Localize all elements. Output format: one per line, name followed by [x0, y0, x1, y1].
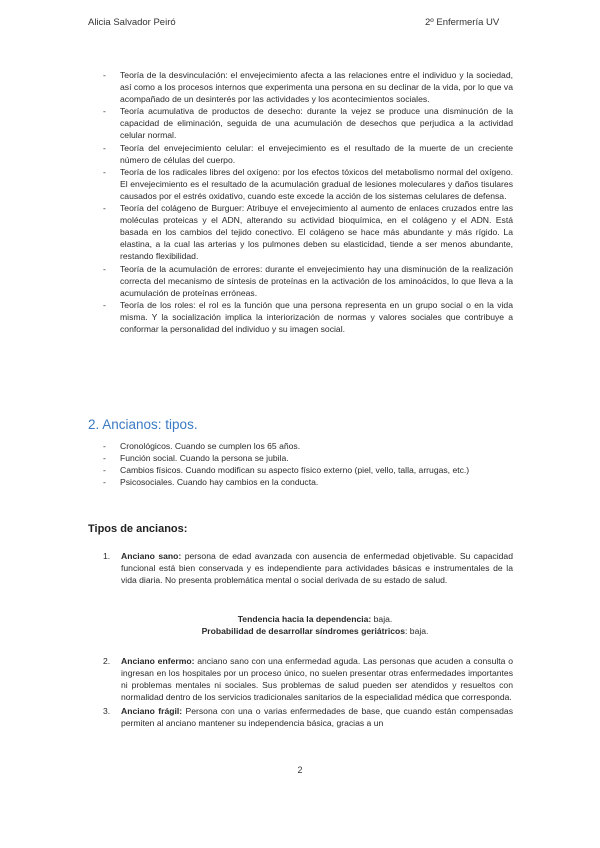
page-number: 2 — [297, 765, 303, 775]
item-text: persona de edad avanzada con ausencia de enfermedad objetivable. Su capacidad funcional está bien conservada y es independiente para actividades básicas e instrumentales de la vida diaria. No presenta problemática mental o social derivada de su estado de salud. — [121, 551, 513, 586]
item-number: 2. — [103, 656, 111, 666]
ancianos-criteria-list — [103, 440, 513, 488]
item-term: Anciano sano: — [121, 551, 182, 561]
theories-list — [103, 69, 513, 335]
list-item: - Teoría acumulativa de productos de desecho: durante la vejez se produce una disminución de la capacidad de eliminación, seguida de una acumulación de desechos que perjudica a la actividad celular normal. — [103, 105, 513, 141]
section-heading: 2. Ancianos: tipos. — [88, 417, 198, 432]
item-term: Anciano enfermo: — [121, 656, 195, 666]
header-course: 2º Enfermería UV — [425, 17, 500, 28]
tipos-list-2 — [103, 655, 513, 730]
list-item — [103, 655, 513, 703]
item-text: Persona con una o varias enfermedades de base, que cuando están compensadas permiten al anciano mantener su independencia básica, gracias a un — [121, 706, 513, 729]
list-item: - Cambios físicos. Cuando modifican su aspecto físico externo (piel, vello, talla, arrugas, etc.) — [103, 464, 513, 476]
item-term: Anciano frágil: — [121, 706, 183, 717]
item-text: anciano sano con una enfermedad aguda. Las personas que acuden a consulta o ingresan en los hospitales por un proceso único, no suelen presentar otras enfermedades importantes ni problemas mentales ni sociales. Sus problemas de salud pueden ser atendidos y resueltos con normalidad dentro de los servicios tradicionales sanitarios de la especialidad médica que corresponda. — [121, 656, 513, 703]
list-item: - Psicosociales. Cuando hay cambios en la conducta. — [103, 476, 513, 488]
list-item: - Teoría del envejecimiento celular: el envejecimiento es el resultado de la muerte de un creciente número de células del cuerpo. — [103, 142, 513, 166]
list-item: - Teoría del colágeno de Burguer: Atribuye el envejecimiento al aumento de enlaces cruzados entre las moléculas proteicas y el ADN, alterando su actividad bioquímica, en el colágeno y el ADN. Está basada en los cambios del tejido conectivo. El colágeno se hace más abundante y más rígido. La elastina, a la cual las arterias y los pulmones deben su elasticidad, tiende a ser menos abundante, restando flexibilidad. — [103, 202, 513, 262]
list-item: - Teoría de la desvinculación: el envejecimiento afecta a las relaciones entre el individuo y la sociedad, así como a los procesos internos que experimenta una persona en su declinar de la vida, por lo que va acompañado de un desinterés por las actividades y los acontecimientos sociales. — [103, 69, 513, 105]
subsection-heading: Tipos de ancianos: — [88, 523, 188, 535]
header-author: Alicia Salvador Peiró — [88, 17, 176, 28]
list-item — [103, 705, 513, 729]
list-item: - Cronológicos. Cuando se cumplen los 65 años. — [103, 440, 513, 452]
list-item — [103, 550, 513, 586]
dependency-line: Tendencia hacia la dependencia: baja. — [237, 614, 393, 624]
probability-line: Probabilidad de desarrollar síndromes geriátricos: baja. — [201, 626, 429, 637]
list-item: - Teoría de los roles: el rol es la función que una persona representa en un grupo social o en la vida misma. Y la socialización implica la interiorización de normas y valores sociales que contribuye a conformar la personalidad del individuo y su imagen social. — [103, 299, 513, 335]
list-item: - Teoría de la acumulación de errores: durante el envejecimiento hay una disminución de la realización correcta del mecanismo de síntesis de proteínas en la activación de los aminoácidos, lo que lleva a la acumulación de proteínas erróneas. — [103, 263, 513, 299]
tipos-list-1 — [103, 550, 513, 586]
item-number: 3. — [103, 706, 111, 717]
list-item: - Teoría de los radicales libres del oxígeno: por los efectos tóxicos del metabolismo normal del oxígeno. El envejecimiento es el resultado de la acumulación gradual de lesiones moleculares y daños tisulares causados por el estrés oxidativo, cuando este excede la acción de los sistemas celulares de defensa. — [103, 166, 513, 202]
list-item: - Función social. Cuando la persona se jubila. — [103, 452, 513, 464]
item-number: 1. — [103, 551, 111, 561]
sano-summary — [120, 613, 510, 637]
